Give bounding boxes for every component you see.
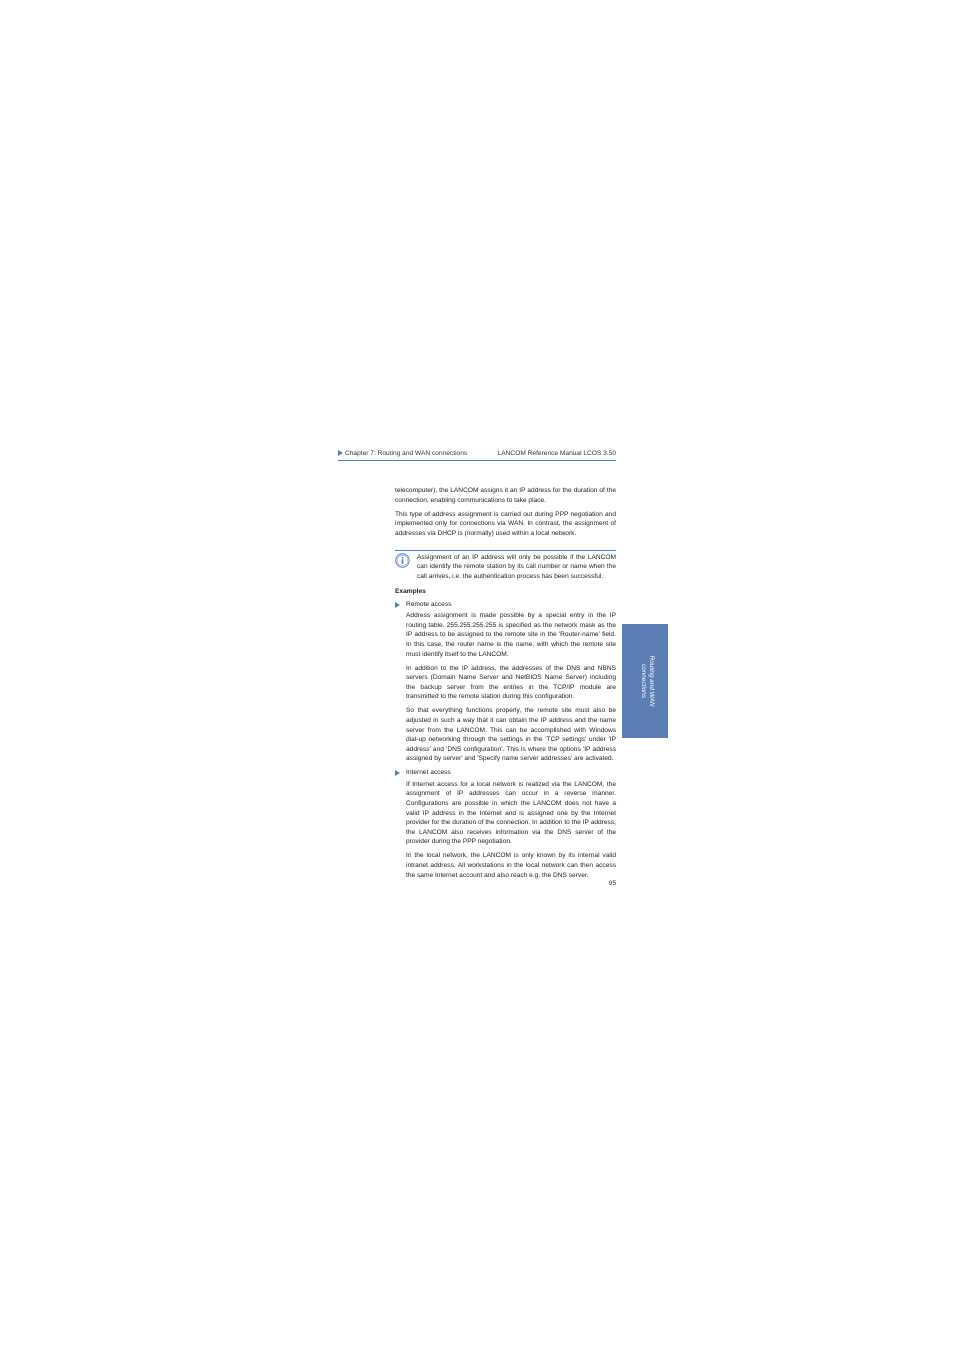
triangle-bullet-icon xyxy=(395,602,400,608)
triangle-bullet-icon xyxy=(338,450,343,456)
bullet-title: Remote access xyxy=(406,600,452,608)
body-paragraph: telecomputer), the LANCOM assigns it an IP address for the duration of the connection, enabling communications to take place. xyxy=(395,487,616,504)
body-paragraph: Address assignment is made possible by a special entry in the IP routing table. 255.255.255.255 is specified as the network mask as the IP address to be assigned to the remote site in the 'Router-name' field. In this case, the router name is the name, with which the remote site must identify itself to the LANCOM. xyxy=(406,612,616,658)
body-paragraph: So that everything functions properly, the remote site must also be adjusted in such a way that it can obtain the IP address and the name server from the LANCOM. This can be accomplished with Windows dial-up networking through the settings in the 'TCP settings' under 'IP address' and 'DNS configuration'. This is where the options 'IP address assigned by server' and 'Specify name server addresses' are activated. xyxy=(406,707,616,763)
internet-access-body xyxy=(395,780,616,880)
header-manual-title: LANCOM Reference Manual LCOS 3.50 xyxy=(497,450,616,457)
side-tab-label xyxy=(639,626,655,736)
body-paragraph: This type of address assignment is carried out during PPP negotiation and implemented only for connections via WAN. In contrast, the assignment of addresses via DHCP is (normally) used within a local network. xyxy=(395,510,616,537)
body-paragraph: In the local network, the LANCOM is only known by its internal valid intranet address. All workstations in the local network can then access the same Internet account and also reach e.g. the DNS server. xyxy=(406,852,616,879)
chapter-side-tab xyxy=(622,624,668,738)
body-paragraph: In addition to the IP address, the addresses of the DNS and NBNS servers (Domain Name Server and NetBIOS Name Server) including the backup server from the entries in the TCP/IP module are transmitted to the remote station during this configuration. xyxy=(406,664,616,701)
bullet-title: Internet access xyxy=(406,769,451,777)
side-tab-line: Routing and WAN xyxy=(648,655,655,707)
header-chapter-text: Chapter 7: Routing and WAN connections xyxy=(345,450,468,457)
main-content xyxy=(395,486,616,885)
bullet-remote-access xyxy=(395,600,616,610)
examples-heading: Examples xyxy=(395,588,426,596)
info-icon xyxy=(395,553,410,568)
remote-access-body xyxy=(395,611,616,764)
note-text: Assignment of an IP address will only be possible if the LANCOM can identify the remote station by its call number or name when the call arrives, i.e. the authentication process has been successful. xyxy=(417,553,616,580)
triangle-bullet-icon xyxy=(395,770,400,776)
page-header xyxy=(338,449,616,461)
body-paragraph: If Internet access for a local network is realized via the LANCOM, the assignment of IP addresses can occur in a reverse manner. Configurations are possible in which the LANCOM does not have a valid IP address in the Internet and is assigned one by the Internet provider for the duration of the connection. In addition to the IP address, the LANCOM also receives information via the DNS server of the provider during the PPP negotiation. xyxy=(406,780,616,846)
header-chapter xyxy=(338,449,467,459)
page-number: 95 xyxy=(608,880,616,887)
side-tab-line: connections xyxy=(640,663,647,699)
info-note xyxy=(395,550,616,581)
bullet-internet-access xyxy=(395,768,616,778)
